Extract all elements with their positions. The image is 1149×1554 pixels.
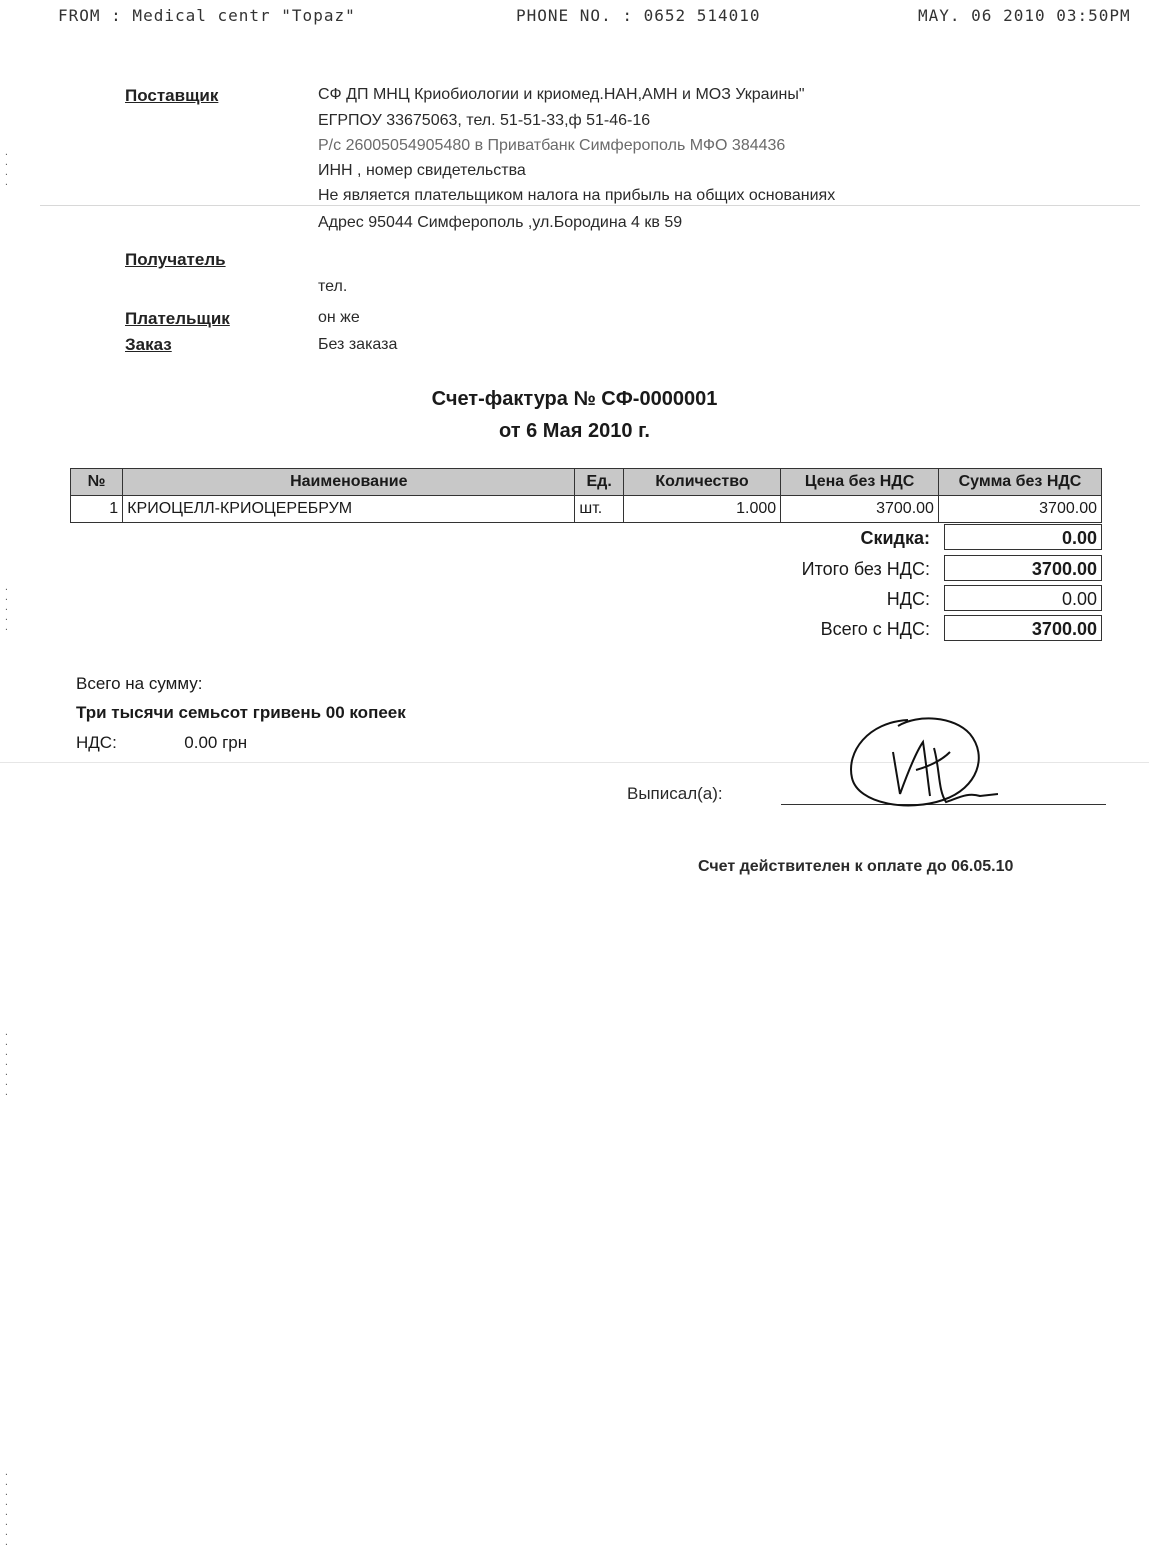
payer-label: Плательщик <box>125 309 230 328</box>
row-price: 3700.00 <box>781 496 939 523</box>
recipient-label: Получатель <box>125 250 226 269</box>
total-row <box>600 615 1102 645</box>
row-sum: 3700.00 <box>938 496 1101 523</box>
vat-row <box>600 585 1102 615</box>
fax-phone: PHONE NO. : 0652 514010 <box>516 6 761 25</box>
col-header-unit: Ед. <box>575 469 624 496</box>
sum-vat-line <box>76 733 247 753</box>
issued-by-label: Выписал(а): <box>627 784 723 803</box>
subtotal-row <box>600 555 1102 585</box>
discount-label: Скидка: <box>860 528 930 548</box>
sum-label: Всего на сумму: <box>76 674 203 693</box>
items-table <box>70 468 1102 523</box>
supplier-line: Адрес 95044 Симферополь ,ул.Бородина 4 кв 59 <box>318 214 683 231</box>
subtotal-label: Итого без НДС: <box>801 559 930 579</box>
vat-value: 0.00 <box>944 585 1102 611</box>
fax-header <box>58 6 1149 30</box>
sum-vat-label: НДС: <box>76 733 117 752</box>
col-header-sum: Сумма без НДС <box>938 469 1101 496</box>
total-label: Всего с НДС: <box>820 619 930 639</box>
payer-value: он же <box>318 309 360 326</box>
supplier-line: Не является плательщиком налога на прибыль на общих основаниях <box>318 187 836 204</box>
supplier-line: Р/с 26005054905480 в Приватбанк Симферополь МФО 384436 <box>318 137 786 154</box>
col-header-number: № <box>71 469 123 496</box>
col-header-price: Цена без НДС <box>781 469 939 496</box>
supplier-line: ЕГРПОУ 33675063, тел. 51-51-33,ф 51-46-16 <box>318 112 651 129</box>
col-header-name: Наименование <box>123 469 575 496</box>
total-value: 3700.00 <box>944 615 1102 641</box>
validity-note: Счет действителен к оплате до 06.05.10 <box>698 858 1014 875</box>
edge-marks: · · · · · · · <box>4 1030 9 1099</box>
discount-row <box>600 524 1102 554</box>
row-quantity: 1.000 <box>623 496 780 523</box>
order-label: Заказ <box>125 335 172 354</box>
supplier-line: СФ ДП МНЦ Криобиологии и криомед.НАН,АМН и МОЗ Украины" <box>318 86 805 103</box>
edge-marks: · · · · · · · · <box>4 1470 9 1549</box>
col-header-quantity: Количество <box>623 469 780 496</box>
table-header-row <box>71 469 1102 496</box>
subtotal-value: 3700.00 <box>944 555 1102 581</box>
edge-marks: · · · · <box>4 150 9 189</box>
supplier-label: Поставщик <box>125 86 219 105</box>
handwritten-signature <box>838 712 998 822</box>
sum-in-words: Три тысячи семьсот гривень 00 копеек <box>76 703 406 722</box>
discount-value: 0.00 <box>944 524 1102 550</box>
order-value: Без заказа <box>318 336 398 353</box>
supplier-line: ИНН , номер свидетельства <box>318 162 526 179</box>
fax-datetime: MAY. 06 2010 03:50PM <box>918 6 1131 25</box>
sum-vat-value: 0.00 грн <box>184 733 248 752</box>
table-row <box>71 496 1102 523</box>
row-unit: шт. <box>575 496 624 523</box>
row-number: 1 <box>71 496 123 523</box>
invoice-title: Счет-фактура № СФ-0000001 <box>431 388 718 410</box>
paper-fold <box>40 205 1140 206</box>
recipient-phone: тел. <box>318 278 348 295</box>
vat-label: НДС: <box>886 589 930 609</box>
edge-marks: · · · · · <box>4 585 9 634</box>
row-name: КРИОЦЕЛЛ-КРИОЦЕРЕБРУМ <box>123 496 575 523</box>
fax-from: FROM : Medical centr "Topaz" <box>58 6 356 25</box>
invoice-date: от 6 Мая 2010 г. <box>499 420 650 442</box>
